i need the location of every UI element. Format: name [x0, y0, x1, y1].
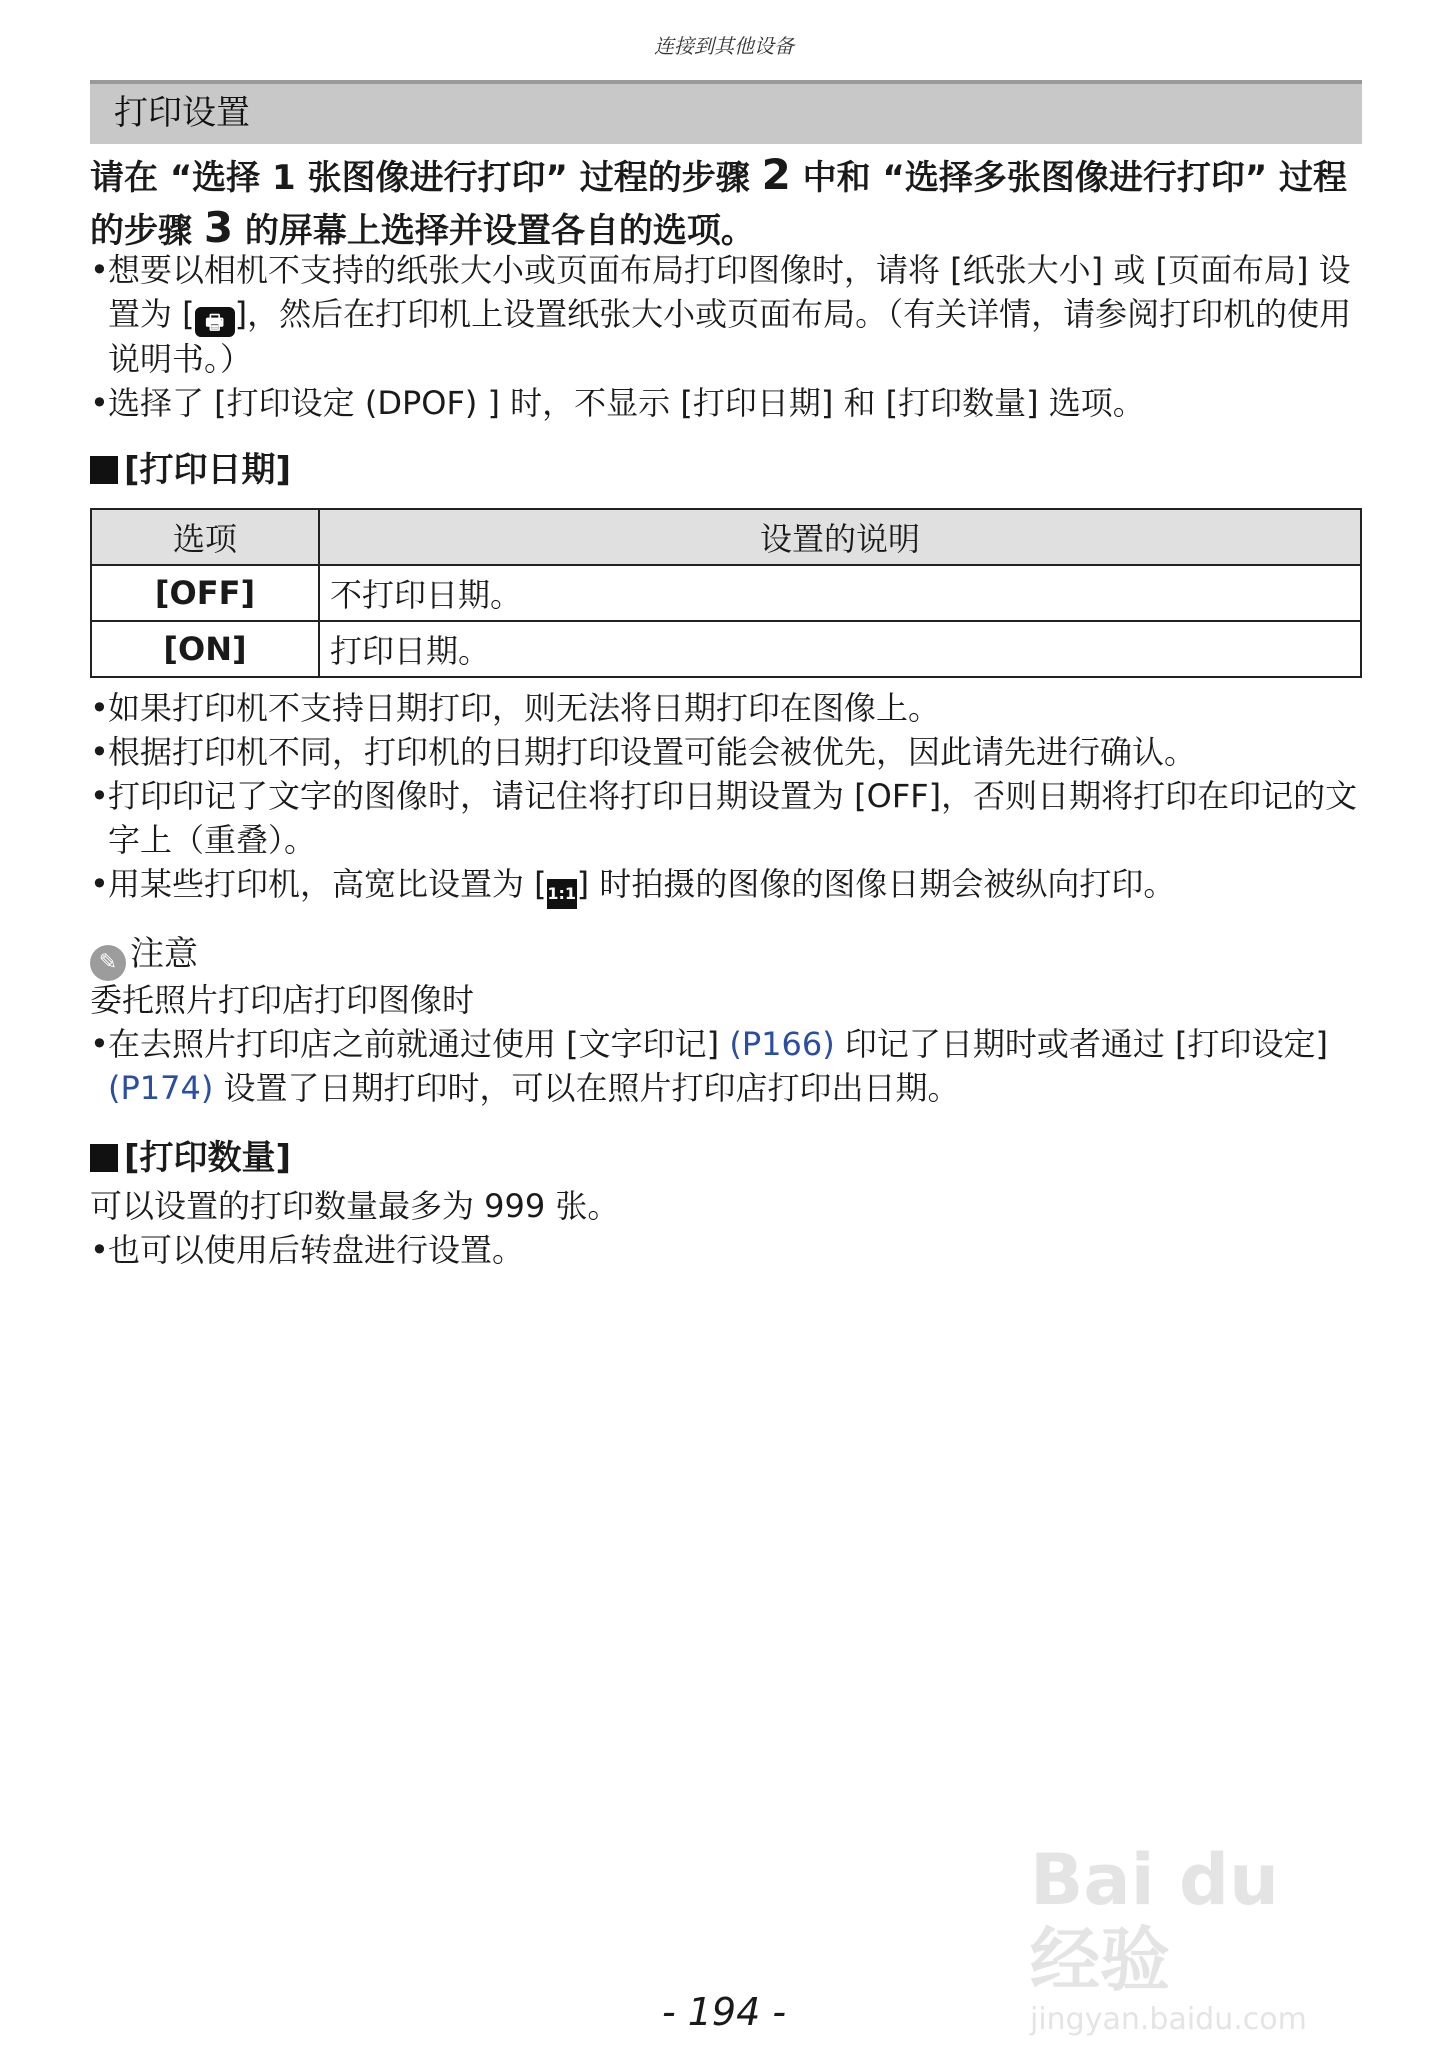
page-number: - 194 - [661, 1990, 787, 2034]
bullet-text: 用某些打印机，高宽比设置为 [ [108, 865, 547, 903]
list-item: • 如果打印机不支持日期打印，则无法将日期打印在图像上。 [90, 686, 1362, 730]
page-link-p174[interactable]: (P174) [108, 1069, 214, 1107]
list-item: • 根据打印机不同，打印机的日期打印设置可能会被优先，因此请先进行确认。 [90, 730, 1362, 774]
print-date-heading [90, 448, 1362, 492]
square-bullet-icon [90, 1144, 118, 1172]
heading-text: [打印数量] [124, 1138, 292, 1178]
square-bullet-icon [90, 456, 118, 484]
list-item: • 选择了 [打印设定 (DPOF) ] 时，不显示 [打印日期] 和 [打印数量] 选项。 [90, 381, 1362, 425]
heading-text: [打印日期] [124, 450, 292, 490]
print-count-bullet-list [90, 1228, 1362, 1272]
intro-text: 中和 “选择多张图像进行打印” 过程的步骤 [90, 158, 1347, 251]
pencil-note-icon: ✎ [90, 945, 126, 981]
table-row [91, 565, 1361, 621]
print-count-heading [90, 1136, 1362, 1180]
baidu-watermark [1030, 1839, 1360, 2037]
option-cell: [OFF] [91, 565, 319, 621]
note-subtitle: 委托照片打印店打印图像时 [90, 981, 475, 1019]
watermark-logo-text: Bai du 经验 [1030, 1839, 1279, 2001]
watermark-url: jingyan.baidu.com [1030, 2002, 1307, 2037]
bullet-text: 设置了日期打印时，可以在照片打印店打印出日期。 [213, 1069, 960, 1107]
note-bullet-list [90, 1022, 1362, 1110]
section-title-bar [90, 80, 1362, 144]
step-number: 2 [761, 150, 791, 199]
intro-text: 的屏幕上选择并设置各自的选项。 [233, 211, 755, 251]
note-title: 注意 [130, 934, 198, 974]
section-title: 打印设置 [114, 93, 250, 133]
step-number: 3 [203, 203, 234, 252]
bullet-text: 印记了日期时或者通过 [打印设定] [834, 1025, 1328, 1063]
table-header-option: 选项 [91, 509, 319, 565]
description-cell: 打印日期。 [319, 621, 1361, 677]
intro-text: 张图像进行打印” 过程的步骤 [295, 158, 762, 198]
list-item: • 也可以使用后转盘进行设置。 [90, 1228, 1362, 1272]
option-cell: [ON] [91, 621, 319, 677]
intro-text: 请在 “选择 [90, 158, 273, 198]
print-count-text: 可以设置的打印数量最多为 999 张。 [90, 1187, 620, 1225]
intro-paragraph [90, 150, 1362, 256]
running-header: 连接到其他设备 [654, 34, 794, 58]
intro-number: 1 [272, 158, 296, 198]
list-item [90, 1022, 1362, 1110]
list-item [90, 862, 1362, 909]
bullet-text: ]，然后在打印机上设置纸张大小或页面布局。（有关详情，请参阅打印机的使用说明书。） [108, 295, 1352, 378]
printer-icon: 🖶 [195, 307, 235, 337]
description-cell: 不打印日期。 [319, 565, 1361, 621]
note-heading [90, 932, 1362, 981]
table-row [91, 621, 1361, 677]
list-item: • 打印印记了文字的图像时，请记住将打印日期设置为 [OFF]，否则日期将打印在印记的文字上（重叠）。 [90, 774, 1362, 862]
bullet-text: 想要以相机不支持的纸张大小或页面布局打印图像时，请将 [纸张大小] 或 [页面布局] 设置为 [ [108, 251, 1351, 333]
bullet-text: 在去照片打印店之前就通过使用 [文字印记] [108, 1025, 730, 1063]
print-date-bullet-list [90, 686, 1362, 909]
list-item [90, 248, 1362, 381]
intro-bullet-list [90, 248, 1362, 425]
table-header-description: 设置的说明 [319, 509, 1361, 565]
bullet-text: ] 时拍摄的图像的图像日期会被纵向打印。 [576, 865, 1176, 903]
page-link-p166[interactable]: (P166) [729, 1025, 835, 1063]
print-date-table [90, 508, 1362, 678]
aspect-ratio-icon: 1:1 [547, 879, 577, 909]
